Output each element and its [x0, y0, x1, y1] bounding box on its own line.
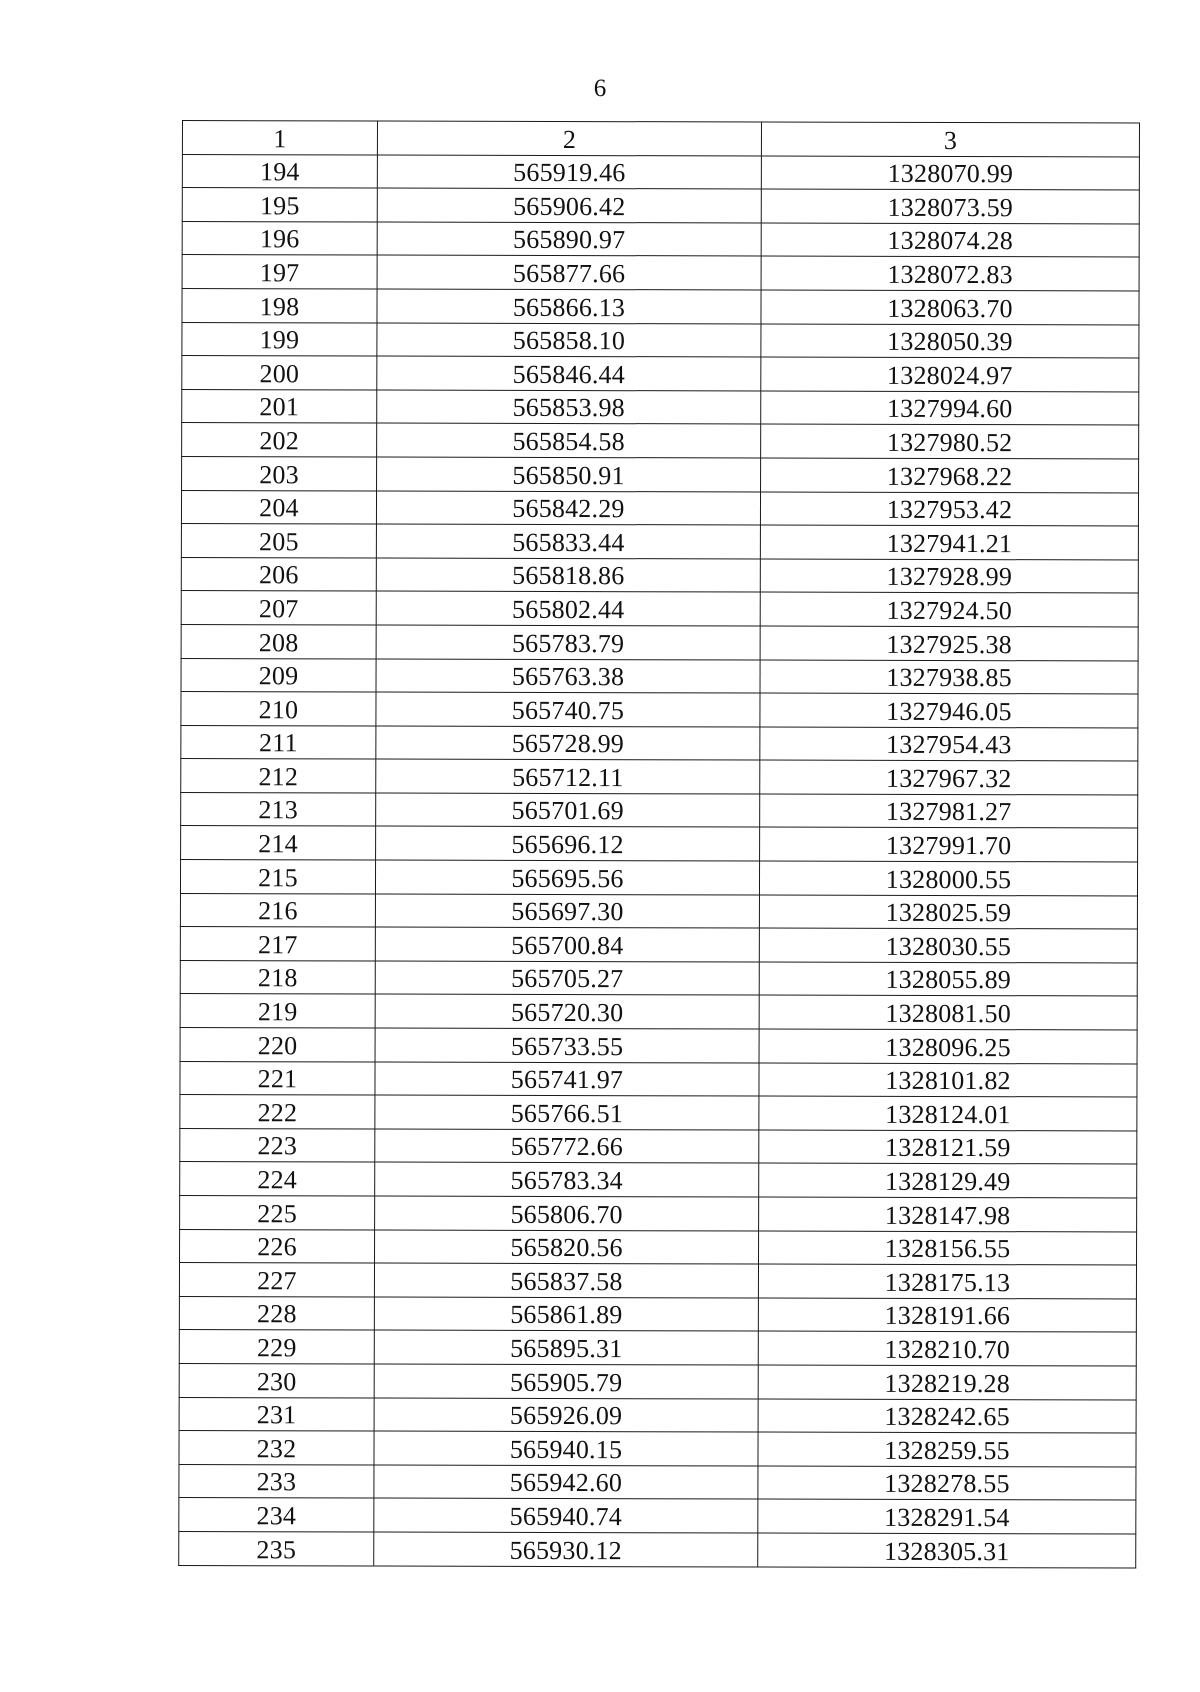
table-row: [179, 1464, 1136, 1500]
point-number-cell: 211: [181, 725, 376, 759]
y-coordinate-cell: 1327925.38: [760, 626, 1138, 661]
y-coordinate-cell: 1327967.32: [760, 760, 1138, 795]
point-number-cell: 213: [181, 792, 376, 826]
point-number-cell: 202: [182, 423, 377, 457]
y-coordinate-cell: 1327941.21: [760, 525, 1138, 560]
point-number-cell: 214: [181, 826, 376, 860]
x-coordinate-cell: 565846.44: [377, 356, 761, 391]
x-coordinate-cell: 565818.86: [376, 558, 760, 593]
table-row: [182, 154, 1139, 190]
table-row: [180, 1095, 1137, 1131]
header-row: [182, 121, 1139, 157]
header-cell-col2: 2: [377, 121, 761, 156]
y-coordinate-cell: 1328081.50: [759, 995, 1137, 1030]
point-number-cell: 216: [180, 893, 375, 927]
x-coordinate-cell: 565866.13: [377, 289, 761, 324]
y-coordinate-cell: 1328129.49: [759, 1163, 1137, 1198]
point-number-cell: 235: [179, 1531, 374, 1565]
point-number-cell: 198: [182, 288, 377, 322]
point-number-cell: 220: [180, 1028, 375, 1062]
point-number-cell: 218: [180, 960, 375, 994]
y-coordinate-cell: 1328101.82: [759, 1063, 1137, 1098]
x-coordinate-cell: 565854.58: [377, 423, 761, 458]
point-number-cell: 226: [180, 1229, 375, 1263]
x-coordinate-cell: 565853.98: [377, 390, 761, 425]
y-coordinate-cell: 1328073.59: [761, 189, 1139, 224]
x-coordinate-cell: 565802.44: [376, 591, 760, 626]
table-row: [181, 490, 1138, 526]
y-coordinate-cell: 1328147.98: [759, 1197, 1137, 1232]
point-number-cell: 205: [181, 524, 376, 558]
table-row: [182, 456, 1139, 492]
x-coordinate-cell: 565930.12: [374, 1532, 758, 1567]
x-coordinate-cell: 565700.84: [375, 927, 759, 962]
y-coordinate-cell: 1327953.42: [760, 492, 1138, 527]
x-coordinate-cell: 565940.15: [374, 1431, 758, 1466]
y-coordinate-cell: 1328000.55: [759, 861, 1137, 896]
table-row: [181, 826, 1138, 862]
table-row: [181, 524, 1138, 560]
table-row: [181, 725, 1138, 761]
point-number-cell: 197: [182, 255, 377, 289]
table-row: [181, 792, 1138, 828]
y-coordinate-cell: 1328024.97: [761, 357, 1139, 392]
table-row: [180, 1028, 1137, 1064]
table-row: [179, 1531, 1136, 1567]
point-number-cell: 225: [180, 1195, 375, 1229]
y-coordinate-cell: 1328055.89: [759, 962, 1137, 997]
point-number-cell: 232: [179, 1431, 374, 1465]
point-number-cell: 195: [182, 188, 377, 222]
point-number-cell: 221: [180, 1061, 375, 1095]
header-cell-col3: 3: [761, 122, 1139, 157]
point-number-cell: 203: [182, 456, 377, 490]
page-number: 6: [593, 75, 607, 102]
y-coordinate-cell: 1328050.39: [761, 324, 1139, 359]
y-coordinate-cell: 1328210.70: [758, 1331, 1136, 1366]
point-number-cell: 204: [181, 490, 376, 524]
x-coordinate-cell: 565772.66: [375, 1129, 759, 1164]
y-coordinate-cell: 1328074.28: [761, 223, 1139, 258]
point-number-cell: 215: [180, 860, 375, 894]
x-coordinate-cell: 565701.69: [376, 793, 760, 828]
table-row: [179, 1263, 1136, 1299]
y-coordinate-cell: 1328030.55: [759, 928, 1137, 963]
y-coordinate-cell: 1328191.66: [758, 1298, 1136, 1333]
x-coordinate-cell: 565806.70: [375, 1196, 759, 1231]
table-row: [180, 1195, 1137, 1231]
table-row: [180, 1162, 1137, 1198]
y-coordinate-cell: 1327968.22: [761, 458, 1139, 493]
y-coordinate-cell: 1327946.05: [760, 693, 1138, 728]
table-body: [179, 154, 1140, 1567]
x-coordinate-cell: 565906.42: [377, 188, 761, 223]
point-number-cell: 199: [182, 322, 377, 356]
y-coordinate-cell: 1328072.83: [761, 256, 1139, 291]
table-row: [180, 1128, 1137, 1164]
x-coordinate-cell: 565895.31: [374, 1330, 758, 1365]
table-row: [182, 288, 1139, 324]
point-number-cell: 201: [182, 389, 377, 423]
table-row: [181, 624, 1138, 660]
table-row: [180, 860, 1137, 896]
y-coordinate-cell: 1328219.28: [758, 1365, 1136, 1400]
x-coordinate-cell: 565858.10: [377, 323, 761, 358]
table-row: [179, 1431, 1136, 1467]
table-row: [182, 389, 1139, 425]
y-coordinate-cell: 1328278.55: [758, 1466, 1136, 1501]
x-coordinate-cell: 565763.38: [376, 659, 760, 694]
y-coordinate-cell: 1327938.85: [760, 660, 1138, 695]
point-number-cell: 230: [179, 1363, 374, 1397]
y-coordinate-cell: 1328156.55: [759, 1231, 1137, 1266]
x-coordinate-cell: 565733.55: [375, 1028, 759, 1063]
point-number-cell: 200: [182, 356, 377, 390]
table-row: [180, 893, 1137, 929]
x-coordinate-cell: 565833.44: [376, 524, 760, 559]
x-coordinate-cell: 565697.30: [375, 894, 759, 929]
x-coordinate-cell: 565712.11: [376, 759, 760, 794]
x-coordinate-cell: 565861.89: [374, 1297, 758, 1332]
table-header: [182, 121, 1139, 157]
point-number-cell: 217: [180, 927, 375, 961]
y-coordinate-cell: 1327981.27: [760, 794, 1138, 829]
point-number-cell: 229: [179, 1330, 374, 1364]
y-coordinate-cell: 1327924.50: [760, 592, 1138, 627]
x-coordinate-cell: 565783.79: [376, 625, 760, 660]
coordinates-table: [178, 120, 1140, 1568]
header-cell-col1: 1: [182, 121, 377, 155]
x-coordinate-cell: 565720.30: [375, 994, 759, 1029]
point-number-cell: 207: [181, 591, 376, 625]
y-coordinate-cell: 1327991.70: [760, 827, 1138, 862]
table-row: [179, 1363, 1136, 1399]
x-coordinate-cell: 565728.99: [376, 726, 760, 761]
y-coordinate-cell: 1328242.65: [758, 1399, 1136, 1434]
table-row: [179, 1296, 1136, 1332]
x-coordinate-cell: 565766.51: [375, 1095, 759, 1130]
table-row: [181, 759, 1138, 795]
table-row: [179, 1397, 1136, 1433]
x-coordinate-cell: 565740.75: [376, 692, 760, 727]
x-coordinate-cell: 565842.29: [376, 491, 760, 526]
point-number-cell: 227: [179, 1263, 374, 1297]
point-number-cell: 194: [182, 154, 377, 188]
point-number-cell: 219: [180, 994, 375, 1028]
table-row: [181, 557, 1138, 593]
x-coordinate-cell: 565905.79: [374, 1364, 758, 1399]
y-coordinate-cell: 1327980.52: [761, 424, 1139, 459]
point-number-cell: 196: [182, 221, 377, 255]
point-number-cell: 208: [181, 624, 376, 658]
table-row: [180, 960, 1137, 996]
x-coordinate-cell: 565926.09: [374, 1398, 758, 1433]
y-coordinate-cell: 1328291.54: [758, 1499, 1136, 1534]
x-coordinate-cell: 565741.97: [375, 1062, 759, 1097]
point-number-cell: 206: [181, 557, 376, 591]
x-coordinate-cell: 565942.60: [374, 1465, 758, 1500]
y-coordinate-cell: 1327928.99: [760, 559, 1138, 594]
y-coordinate-cell: 1327994.60: [761, 391, 1139, 426]
point-number-cell: 210: [181, 692, 376, 726]
table-row: [182, 221, 1139, 257]
point-number-cell: 212: [181, 759, 376, 793]
y-coordinate-cell: 1327954.43: [760, 727, 1138, 762]
x-coordinate-cell: 565850.91: [377, 457, 761, 492]
x-coordinate-cell: 565940.74: [374, 1498, 758, 1533]
table-row: [182, 356, 1139, 392]
table-row: [179, 1498, 1136, 1534]
y-coordinate-cell: 1328305.31: [758, 1533, 1136, 1568]
table-row: [181, 658, 1138, 694]
y-coordinate-cell: 1328124.01: [759, 1096, 1137, 1131]
table-row: [180, 927, 1137, 963]
point-number-cell: 233: [179, 1464, 374, 1498]
y-coordinate-cell: 1328063.70: [761, 290, 1139, 325]
y-coordinate-cell: 1328175.13: [758, 1264, 1136, 1299]
y-coordinate-cell: 1328259.55: [758, 1432, 1136, 1467]
point-number-cell: 231: [179, 1397, 374, 1431]
table-row: [182, 423, 1139, 459]
table-row: [180, 994, 1137, 1030]
table-row: [180, 1229, 1137, 1265]
x-coordinate-cell: 565783.34: [375, 1162, 759, 1197]
point-number-cell: 234: [179, 1498, 374, 1532]
y-coordinate-cell: 1328096.25: [759, 1029, 1137, 1064]
point-number-cell: 223: [180, 1128, 375, 1162]
table-row: [179, 1330, 1136, 1366]
table-row: [181, 591, 1138, 627]
y-coordinate-cell: 1328121.59: [759, 1130, 1137, 1165]
table-row: [182, 255, 1139, 291]
table-row: [181, 692, 1138, 728]
x-coordinate-cell: 565696.12: [376, 826, 760, 861]
table-row: [182, 188, 1139, 224]
x-coordinate-cell: 565837.58: [374, 1263, 758, 1298]
point-number-cell: 209: [181, 658, 376, 692]
x-coordinate-cell: 565820.56: [375, 1230, 759, 1265]
x-coordinate-cell: 565877.66: [377, 255, 761, 290]
x-coordinate-cell: 565890.97: [377, 222, 761, 257]
y-coordinate-cell: 1328070.99: [761, 156, 1139, 191]
x-coordinate-cell: 565919.46: [377, 155, 761, 190]
y-coordinate-cell: 1328025.59: [759, 895, 1137, 930]
x-coordinate-cell: 565705.27: [375, 961, 759, 996]
point-number-cell: 222: [180, 1095, 375, 1129]
table-row: [180, 1061, 1137, 1097]
point-number-cell: 228: [179, 1296, 374, 1330]
x-coordinate-cell: 565695.56: [375, 860, 759, 895]
table-row: [182, 322, 1139, 358]
point-number-cell: 224: [180, 1162, 375, 1196]
